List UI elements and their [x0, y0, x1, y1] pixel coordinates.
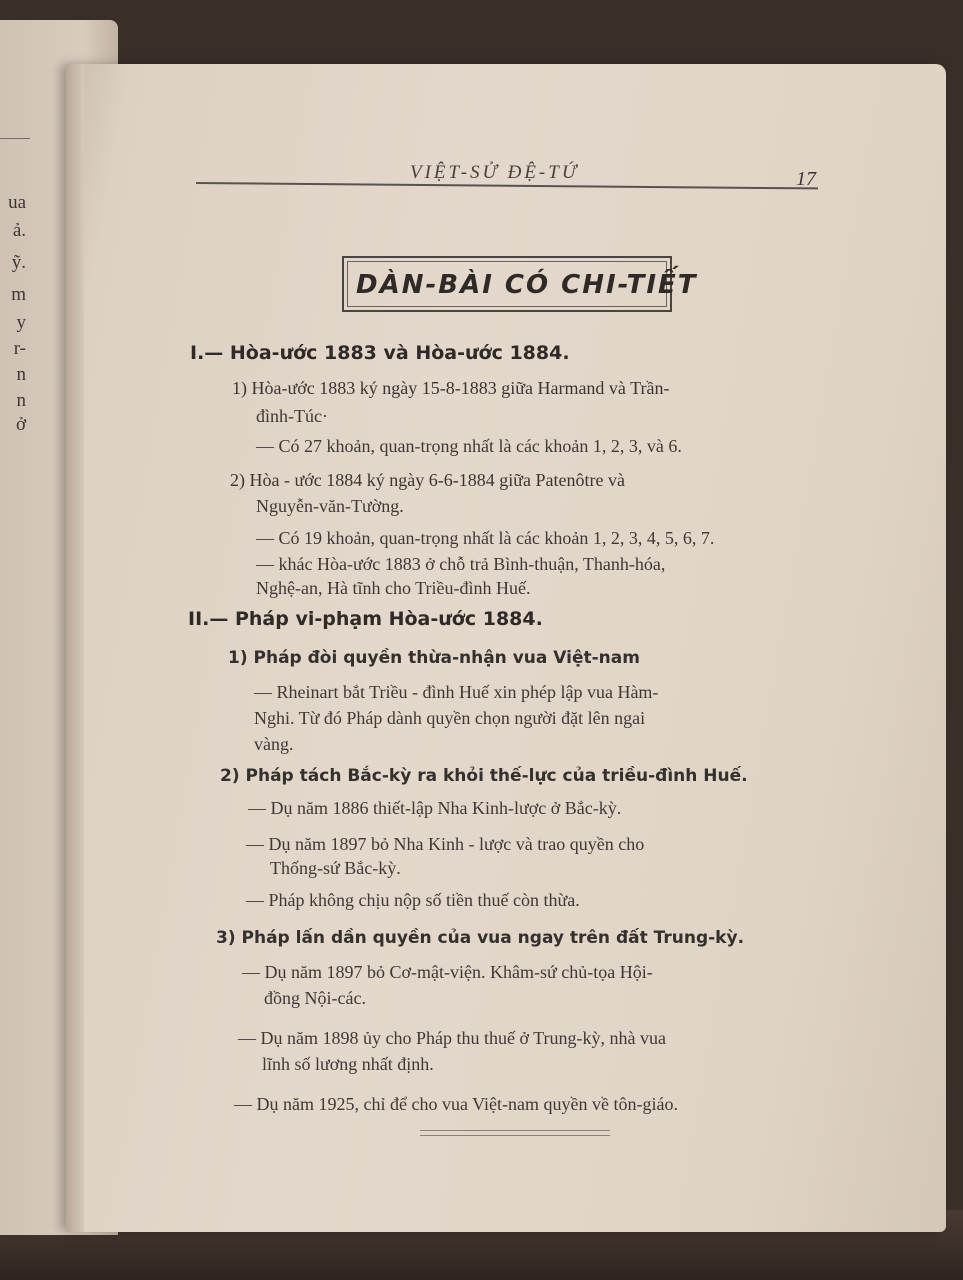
section-2-item-3-note-3: — Dụ năm 1925, chỉ để cho vua Việt-nam quyền về tôn-giáo.: [234, 1094, 678, 1114]
section-2-item-2-note-3: — Pháp không chịu nộp số tiền thuế còn thừa.: [246, 890, 580, 910]
section-2-item-1-title: 1) Pháp đòi quyền thừa-nhận vua Việt-nam: [228, 648, 640, 668]
left-fragment: ua: [8, 192, 26, 213]
left-fragment: n: [16, 390, 26, 411]
left-fragment: ả.: [12, 220, 26, 241]
section-2-item-3-note-1: — Dụ năm 1897 bỏ Cơ-mật-viện. Khâm-sứ chủ-tọa Hội-: [242, 962, 653, 982]
left-fragment: ở: [15, 414, 26, 435]
section-2-item-2-note-2-cont: Thống-sứ Bắc-kỳ.: [270, 858, 401, 878]
section-1-item-1-note: — Có 27 khoản, quan-trọng nhất là các khoản 1, 2, 3, và 6.: [256, 436, 682, 456]
section-2-heading: II.— Pháp vi-phạm Hòa-ước 1884.: [188, 608, 543, 630]
section-2-item-1-text-cont: Nghi. Từ đó Pháp dành quyền chọn người đặt lên ngai: [254, 708, 646, 728]
section-1-item-2-note-2: — khác Hòa-ước 1883 ở chỗ trả Bình-thuận, Thanh-hóa,: [256, 554, 666, 574]
left-fragment: y: [16, 312, 26, 333]
section-1-item-2-cont: Nguyễn-văn-Tường.: [256, 496, 404, 516]
section-1-item-2-note-1: — Có 19 khoản, quan-trọng nhất là các khoản 1, 2, 3, 4, 5, 6, 7.: [256, 528, 715, 548]
page-number: 17: [796, 168, 816, 190]
section-1-item-1-cont: đình-Túc·: [256, 406, 328, 426]
left-fragment: n: [16, 364, 26, 385]
section-1-item-1: 1) Hòa-ước 1883 ký ngày 15-8-1883 giữa Harmand và Trần-: [232, 378, 670, 398]
page-title: DÀN-BÀI CÓ CHI-TIẾT: [356, 270, 698, 300]
section-2-item-2-note-2: — Dụ năm 1897 bỏ Nha Kinh - lược và trao quyền cho: [246, 834, 645, 854]
section-2-item-1-text-cont: vàng.: [254, 734, 294, 754]
section-2-item-3-note-1-cont: đồng Nội-các.: [264, 988, 366, 1008]
page-gutter: [66, 64, 84, 1232]
section-2-item-3-note-2: — Dụ năm 1898 ủy cho Pháp thu thuế ở Trung-kỳ, nhà vua: [238, 1028, 666, 1048]
section-2-item-3-note-2-cont: lĩnh số lương nhất định.: [262, 1054, 434, 1074]
closing-ornament: [420, 1130, 610, 1136]
left-page-rule: [0, 138, 30, 139]
section-2-item-2-title: 2) Pháp tách Bắc-kỳ ra khỏi thế-lực của triều-đình Huế.: [220, 766, 748, 786]
section-1-heading: I.— Hòa-ước 1883 và Hòa-ước 1884.: [190, 342, 570, 364]
section-2-item-1-text: — Rheinart bắt Triều - đình Huế xin phép lập vua Hàm-: [254, 682, 659, 702]
left-fragment: ỹ.: [11, 252, 26, 273]
left-fragment: m: [11, 284, 26, 305]
section-2-item-2-note-1: — Dụ năm 1886 thiết-lập Nha Kinh-lược ở Bắc-kỳ.: [248, 798, 622, 818]
running-title: VIỆT-SỬ ĐỆ-TỨ: [410, 162, 580, 183]
section-1-item-2: 2) Hòa - ước 1884 ký ngày 6-6-1884 giữa Patenôtre và: [230, 470, 625, 490]
section-2-item-3-title: 3) Pháp lấn dần quyền của vua ngay trên đất Trung-kỳ.: [216, 928, 745, 948]
left-fragment: r-: [13, 338, 26, 359]
section-1-item-2-note-2-cont: Nghệ-an, Hà tĩnh cho Triều-đình Huế.: [256, 578, 531, 598]
